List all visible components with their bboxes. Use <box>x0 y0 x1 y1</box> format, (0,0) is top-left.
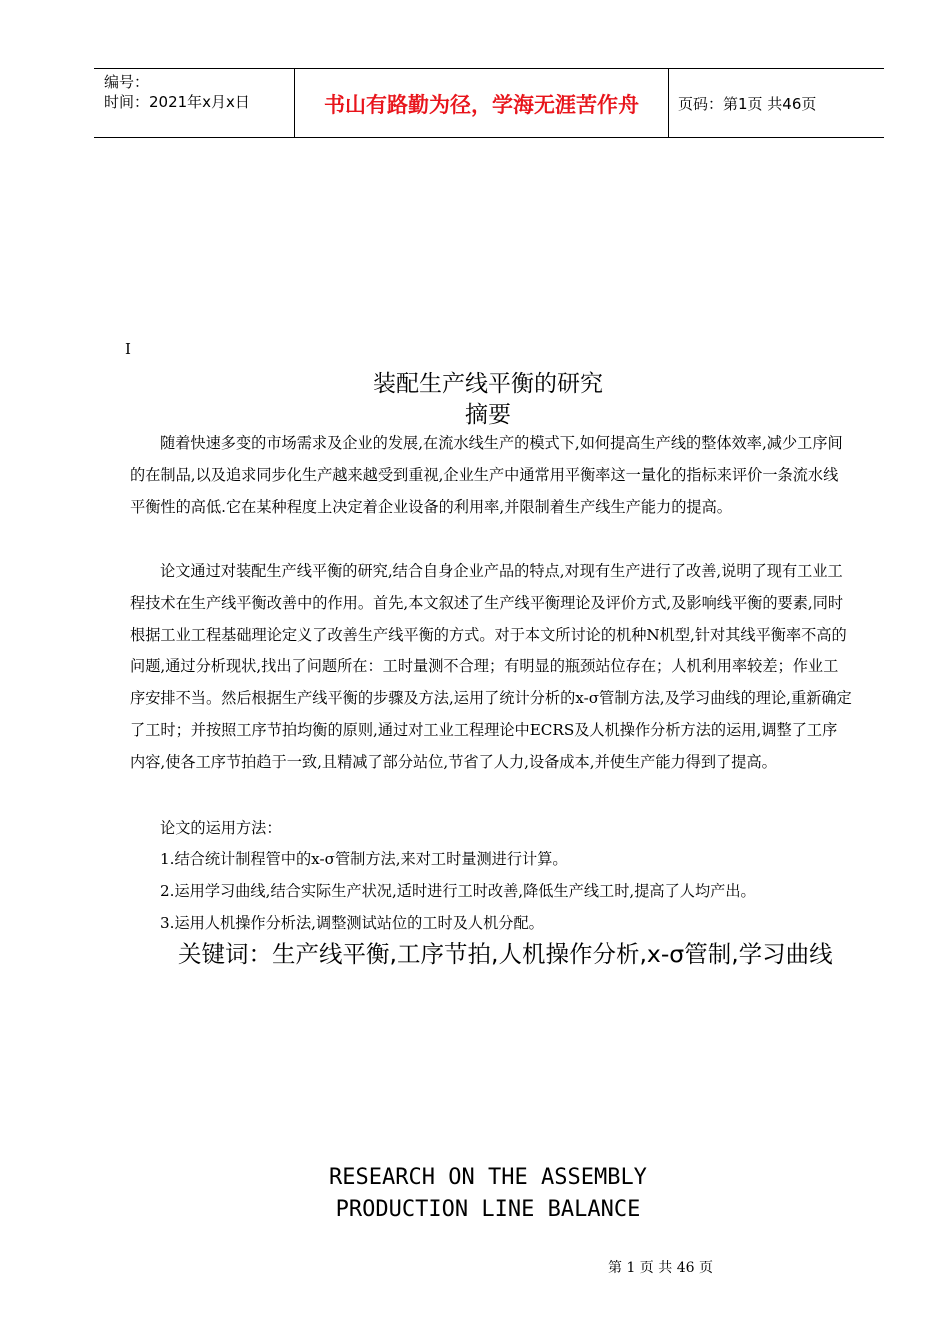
abstract-paragraph-2: 论文通过对装配生产线平衡的研究,结合自身企业产品的特点,对现有生产进行了改善,说明了现有工业工程技术在生产线平衡改善中的作用。首先,本文叙述了生产线平衡理论及评价方式,及影响线平衡的要素,同时根据工业工程基础理论定义了改善生产线平衡的方式。对于本文所讨论的机种N机型,针对其线平衡率不高的问题,通过分析现状,找出了问题所在：工时量测不合理；有明显的瓶颈站位存在；人机利用率较差；作业工序安排不当。然后根据生产线平衡的步骤及方法,运用了统计分析的x-σ管制方法,及学习曲线的理论,重新确定了工时；并按照工序节拍均衡的原则,通过对工业工程理论中ECRS及人机操作分析方法的运用,调整了工序内容,使各工序节拍趋于一致,且精减了部分站位,节省了人力,设备成本,并使生产能力得到了提高。 <box>130 562 852 771</box>
english-title-line-1: RESEARCH ON THE ASSEMBLY <box>329 1165 647 1190</box>
header-left-cell <box>94 69 294 137</box>
document-header <box>94 68 884 138</box>
method-item-3: 3.运用人机操作分析法,调整测试站位的工时及人机分配。 <box>160 914 544 932</box>
document-time-label: 时间：2021年x月x日 <box>104 93 250 111</box>
page-footer: 第 1 页 共 46 页 <box>608 1260 713 1276</box>
page-title: 装配生产线平衡的研究 <box>373 371 603 397</box>
header-motto-cell <box>294 69 669 137</box>
method-item-1: 1.结合统计制程管中的x-σ管制方法,来对工时量测进行计算。 <box>160 850 568 868</box>
english-title-line-2: PRODUCTION LINE BALANCE <box>335 1197 641 1222</box>
methods-heading: 论文的运用方法： <box>160 819 282 837</box>
keywords: 关键词：生产线平衡,工序节拍,人机操作分析,x-σ管制,学习曲线 <box>178 940 833 968</box>
abstract-heading: 摘要 <box>465 402 511 428</box>
header-motto: 书山有路勤为径，学海无涯苦作舟 <box>324 93 639 117</box>
header-right-cell <box>668 69 884 137</box>
document-number-label: 编号： <box>104 73 150 91</box>
header-page-label: 页码：第1页 共46页 <box>678 95 817 113</box>
abstract-paragraph-1: 随着快速多变的市场需求及企业的发展,在流水线生产的模式下,如何提高生产线的整体效率,减少工序间的在制品,以及追求同步化生产越来越受到重视,企业生产中通常用平衡率这一量化的指标来评价一条流水线平衡性的高低.它在某种程度上决定着企业设备的利用率,并限制着生产线生产能力的提高。 <box>130 434 843 516</box>
roman-numeral: I <box>125 340 131 358</box>
method-item-2: 2.运用学习曲线,结合实际生产状况,适时进行工时改善,降低生产线工时,提高了人均产出。 <box>160 882 756 900</box>
